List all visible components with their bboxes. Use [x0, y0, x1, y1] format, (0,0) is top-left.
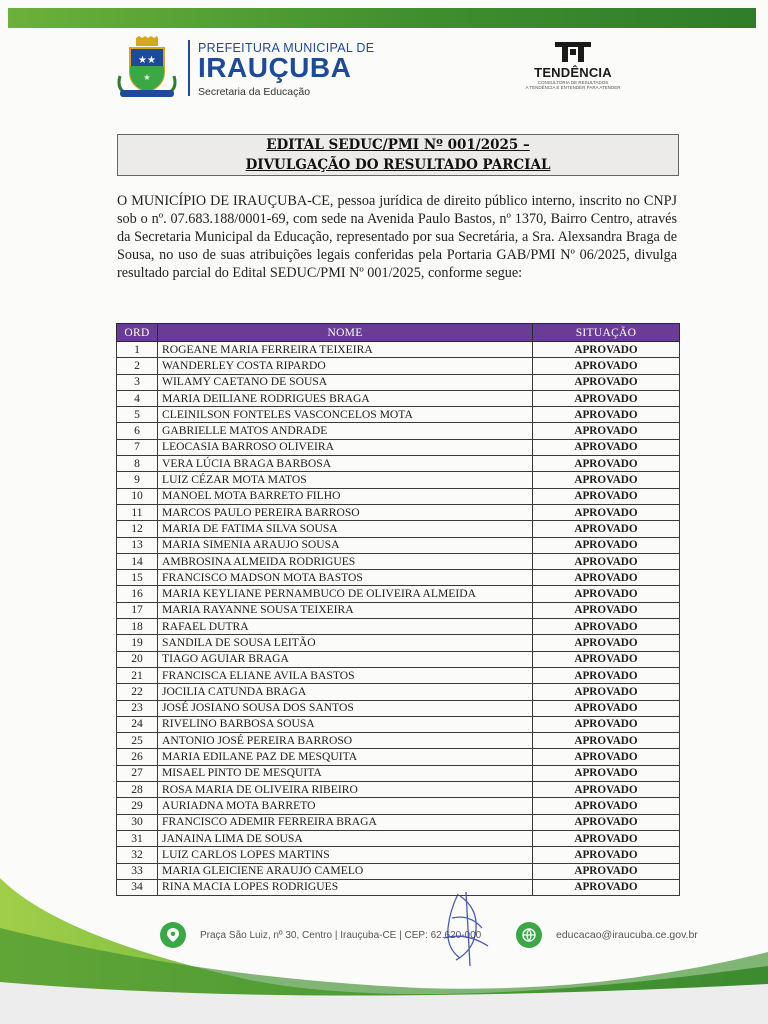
row-status: APROVADO — [533, 635, 680, 651]
table-row — [117, 782, 680, 798]
tendencia-logo — [518, 40, 628, 96]
row-name: AURIADNA MOTA BARRETO — [158, 798, 533, 814]
row-ord: 23 — [117, 700, 158, 716]
row-status: APROVADO — [533, 830, 680, 846]
document-title-line-1: EDITAL SEDUC/PMI Nº 001/2025 – — [266, 137, 530, 153]
svg-text:★★: ★★ — [138, 55, 156, 66]
row-status: APROVADO — [533, 651, 680, 667]
table-row — [117, 521, 680, 537]
row-ord: 1 — [117, 342, 158, 358]
row-status: APROVADO — [533, 488, 680, 504]
row-ord: 25 — [117, 733, 158, 749]
row-ord: 21 — [117, 667, 158, 683]
table-row — [117, 700, 680, 716]
document-title-line-2: DIVULGAÇÃO DO RESULTADO PARCIAL — [245, 157, 551, 173]
secretaria-label: Secretaria da Educação — [198, 86, 311, 98]
row-status: APROVADO — [533, 814, 680, 830]
row-status: APROVADO — [533, 782, 680, 798]
row-ord: 15 — [117, 570, 158, 586]
row-name: LEOCASIA BARROSO OLIVEIRA — [158, 439, 533, 455]
row-ord: 32 — [117, 847, 158, 863]
row-name: FRANCISCA ELIANE AVILA BASTOS — [158, 667, 533, 683]
row-status: APROVADO — [533, 358, 680, 374]
row-name: LUIZ CARLOS LOPES MARTINS — [158, 847, 533, 863]
table-row — [117, 684, 680, 700]
table-row — [117, 814, 680, 830]
row-ord: 27 — [117, 765, 158, 781]
row-name: MARIA DEILIANE RODRIGUES BRAGA — [158, 390, 533, 406]
svg-text:★: ★ — [143, 73, 151, 82]
row-name: WANDERLEY COSTA RIPARDO — [158, 358, 533, 374]
row-ord: 13 — [117, 537, 158, 553]
row-ord: 3 — [117, 374, 158, 390]
row-status: APROVADO — [533, 342, 680, 358]
table-row — [117, 358, 680, 374]
row-ord: 9 — [117, 472, 158, 488]
row-name: MARIA RAYANNE SOUSA TEIXEIRA — [158, 602, 533, 618]
tendencia-tagline: CONSULTORIA DE RESULTADOS — [537, 80, 609, 85]
table-row — [117, 342, 680, 358]
row-status: APROVADO — [533, 439, 680, 455]
table-row — [117, 847, 680, 863]
row-status: APROVADO — [533, 667, 680, 683]
row-status: APROVADO — [533, 749, 680, 765]
row-ord: 29 — [117, 798, 158, 814]
row-name: ROGEANE MARIA FERREIRA TEIXEIRA — [158, 342, 533, 358]
table-row — [117, 537, 680, 553]
municipal-crest-icon — [114, 36, 180, 100]
row-ord: 17 — [117, 602, 158, 618]
row-ord: 7 — [117, 439, 158, 455]
table-row — [117, 472, 680, 488]
row-status: APROVADO — [533, 407, 680, 423]
table-row — [117, 635, 680, 651]
row-name: MARIA SIMENIA ARAUJO SOUSA — [158, 537, 533, 553]
table-row — [117, 423, 680, 439]
table-row — [117, 504, 680, 520]
row-status: APROVADO — [533, 423, 680, 439]
row-ord: 22 — [117, 684, 158, 700]
table-row — [117, 488, 680, 504]
row-name: MANOEL MOTA BARRETO FILHO — [158, 488, 533, 504]
column-header-situacao: SITUAÇÃO — [533, 324, 680, 342]
table-row — [117, 553, 680, 569]
row-name: MISAEL PINTO DE MESQUITA — [158, 765, 533, 781]
table-row — [117, 602, 680, 618]
globe-icon — [516, 922, 542, 948]
row-status: APROVADO — [533, 374, 680, 390]
row-status: APROVADO — [533, 553, 680, 569]
row-name: JOCILIA CATUNDA BRAGA — [158, 684, 533, 700]
logo-divider — [188, 40, 190, 96]
row-name: VERA LÚCIA BRAGA BARBOSA — [158, 456, 533, 472]
column-header-ord: ORD — [117, 324, 158, 342]
row-name: FRANCISCO ADEMIR FERREIRA BRAGA — [158, 814, 533, 830]
row-status: APROVADO — [533, 619, 680, 635]
table-row — [117, 651, 680, 667]
results-table — [116, 323, 680, 896]
row-ord: 34 — [117, 879, 158, 895]
row-name: CLEINILSON FONTELES VASCONCELOS MOTA — [158, 407, 533, 423]
row-name: RINA MACIA LOPES RODRIGUES — [158, 879, 533, 895]
top-green-band — [8, 8, 756, 28]
table-row — [117, 456, 680, 472]
row-status: APROVADO — [533, 765, 680, 781]
table-row — [117, 733, 680, 749]
row-ord: 8 — [117, 456, 158, 472]
row-ord: 26 — [117, 749, 158, 765]
tendencia-name: TENDÊNCIA — [534, 65, 612, 80]
row-ord: 11 — [117, 504, 158, 520]
row-ord: 20 — [117, 651, 158, 667]
table-row — [117, 570, 680, 586]
table-row — [117, 407, 680, 423]
row-status: APROVADO — [533, 570, 680, 586]
row-status: APROVADO — [533, 472, 680, 488]
row-ord: 10 — [117, 488, 158, 504]
row-ord: 4 — [117, 390, 158, 406]
row-name: JOSÉ JOSIANO SOUSA DOS SANTOS — [158, 700, 533, 716]
table-row — [117, 586, 680, 602]
prefeitura-logo — [114, 36, 384, 102]
row-ord: 2 — [117, 358, 158, 374]
table-row — [117, 765, 680, 781]
row-ord: 30 — [117, 814, 158, 830]
table-body — [117, 342, 680, 896]
row-name: MARIA KEYLIANE PERNAMBUCO DE OLIVEIRA ALMEIDA — [158, 586, 533, 602]
row-name: LUIZ CÉZAR MOTA MATOS — [158, 472, 533, 488]
row-ord: 5 — [117, 407, 158, 423]
row-status: APROVADO — [533, 602, 680, 618]
table-row — [117, 439, 680, 455]
document-title-box — [117, 134, 679, 176]
row-status: APROVADO — [533, 586, 680, 602]
row-name: MARIA DE FATIMA SILVA SOUSA — [158, 521, 533, 537]
row-ord: 6 — [117, 423, 158, 439]
tendencia-slogan: A TENDÊNCIA É ENTENDER PARA ATENDER — [525, 85, 621, 90]
row-name: WILAMY CAETANO DE SOUSA — [158, 374, 533, 390]
row-ord: 28 — [117, 782, 158, 798]
footer-address-text: Praça São Luiz, nº 30, Centro | Irauçuba-CE | CEP: 62.620-000 — [200, 929, 482, 941]
table-row — [117, 749, 680, 765]
row-status: APROVADO — [533, 390, 680, 406]
row-name: RIVELINO BARBOSA SOUSA — [158, 716, 533, 732]
row-status: APROVADO — [533, 716, 680, 732]
row-status: APROVADO — [533, 537, 680, 553]
table-row — [117, 716, 680, 732]
row-name: ROSA MARIA DE OLIVEIRA RIBEIRO — [158, 782, 533, 798]
row-name: GABRIELLE MATOS ANDRADE — [158, 423, 533, 439]
row-ord: 24 — [117, 716, 158, 732]
row-name: ANTONIO JOSÉ PEREIRA BARROSO — [158, 733, 533, 749]
row-status: APROVADO — [533, 847, 680, 863]
row-name: MARIA GLEICIENE ARAUJO CAMELO — [158, 863, 533, 879]
row-name: JANAINA LIMA DE SOUSA — [158, 830, 533, 846]
table-header-row — [117, 324, 680, 342]
table-row — [117, 374, 680, 390]
table-row — [117, 667, 680, 683]
row-name: MARCOS PAULO PEREIRA BARROSO — [158, 504, 533, 520]
column-header-nome: NOME — [158, 324, 533, 342]
row-status: APROVADO — [533, 798, 680, 814]
row-ord: 16 — [117, 586, 158, 602]
row-name: FRANCISCO MADSON MOTA BASTOS — [158, 570, 533, 586]
row-ord: 33 — [117, 863, 158, 879]
table-row — [117, 798, 680, 814]
signature-scribble — [430, 888, 500, 968]
row-status: APROVADO — [533, 684, 680, 700]
table-row — [117, 390, 680, 406]
row-name: AMBROSINA ALMEIDA RODRIGUES — [158, 553, 533, 569]
row-status: APROVADO — [533, 733, 680, 749]
row-ord: 19 — [117, 635, 158, 651]
row-ord: 14 — [117, 553, 158, 569]
row-name: MARIA EDILANE PAZ DE MESQUITA — [158, 749, 533, 765]
row-status: APROVADO — [533, 521, 680, 537]
row-status: APROVADO — [533, 700, 680, 716]
row-name: TIAGO AGUIAR BRAGA — [158, 651, 533, 667]
map-pin-icon — [160, 922, 186, 948]
row-ord: 12 — [117, 521, 158, 537]
row-ord: 18 — [117, 619, 158, 635]
row-status: APROVADO — [533, 456, 680, 472]
table-row — [117, 619, 680, 635]
intro-paragraph: O MUNICÍPIO DE IRAUÇUBA-CE, pessoa jurídica de direito público interno, inscrito no CNPJ sob o nº. 07.683.188/0001-69, com sede na Avenida Paulo Bastos, nº 1370, Bairro Centro, através da Secretaria Municipal da Educação, representado por sua Secretária, a Sra. Alexsandra Braga de Sousa, no uso de suas atribuições legais conferidas pela Portaria GAB/PMI Nº 06/2025, divulga resultado parcial do Edital SEDUC/PMI Nº 001/2025, conforme segue: — [117, 193, 677, 282]
row-status: APROVADO — [533, 879, 680, 895]
prefeitura-label: PREFEITURA MUNICIPAL DE — [198, 41, 375, 55]
row-status: APROVADO — [533, 863, 680, 879]
footer-email-link[interactable]: educacao@iraucuba.ce.gov.br — [556, 929, 698, 941]
row-ord: 31 — [117, 830, 158, 846]
footer-email — [516, 922, 698, 948]
row-name: RAFAEL DUTRA — [158, 619, 533, 635]
table-row — [117, 830, 680, 846]
row-status: APROVADO — [533, 504, 680, 520]
row-name: SANDILA DE SOUSA LEITÃO — [158, 635, 533, 651]
city-name: IRAUÇUBA — [198, 52, 352, 83]
tendencia-mark-icon — [553, 40, 593, 64]
